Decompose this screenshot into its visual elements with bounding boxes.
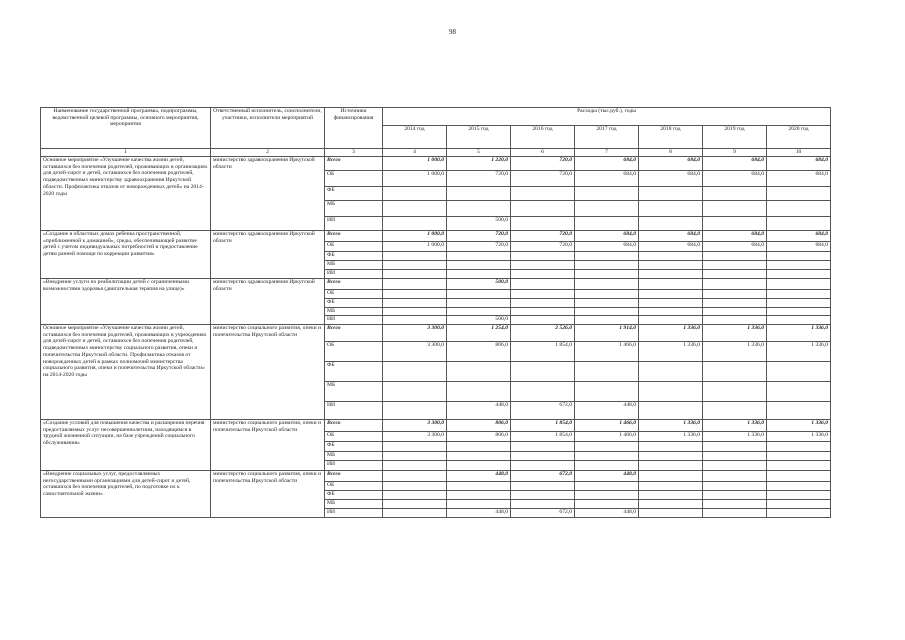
- expense-value: [767, 362, 831, 382]
- funding-source: ОБ: [325, 290, 383, 299]
- expense-value: 684,0: [575, 242, 639, 252]
- expense-value: 684,0: [639, 171, 703, 187]
- expense-value: [703, 217, 767, 231]
- expense-value: [703, 382, 767, 402]
- funding-source: МБ: [325, 452, 383, 461]
- expense-value: [703, 442, 767, 452]
- expense-value: 720,0: [447, 242, 511, 252]
- expense-value: [383, 187, 447, 201]
- expense-value: [639, 402, 703, 420]
- expense-value: [575, 252, 639, 261]
- expense-value: [639, 279, 703, 290]
- expense-value: [383, 471, 447, 482]
- funding-source: Всего: [325, 325, 383, 342]
- expense-value: [703, 201, 767, 217]
- expense-value: [767, 270, 831, 279]
- expense-value: [639, 382, 703, 402]
- expense-value: [767, 316, 831, 325]
- expense-value: 500,0: [447, 279, 511, 290]
- expense-value: 448,0: [447, 402, 511, 420]
- funding-source: МБ: [325, 382, 383, 402]
- funding-source: МБ: [325, 308, 383, 316]
- column-number: 9: [703, 149, 767, 157]
- funding-source: МБ: [325, 261, 383, 270]
- header-program-name: Наименование государственной программы, подпрограммы, ведомственной целевой программы, основного мероприятия, мероприятия: [41, 108, 211, 149]
- column-number: 1: [41, 149, 211, 157]
- expense-value: [703, 270, 767, 279]
- expense-value: 448,0: [447, 509, 511, 518]
- expense-value: 684,0: [703, 171, 767, 187]
- expense-value: [383, 279, 447, 290]
- expense-value: [639, 261, 703, 270]
- expense-value: 3 300,0: [383, 325, 447, 342]
- expense-value: [447, 382, 511, 402]
- expense-value: [767, 279, 831, 290]
- expense-value: [639, 308, 703, 316]
- funding-source: ОБ: [325, 342, 383, 362]
- funding-source: Всего: [325, 471, 383, 482]
- expense-value: 1 466,0: [575, 420, 639, 432]
- expense-value: [511, 308, 575, 316]
- expense-value: 720,0: [511, 157, 575, 171]
- measure-name: «Создание условий для повышения качества и расширения перечня предоставляемых услуг несовершеннолетним, находящимся в трудной жизненной ситуации, на базе учреждений социального обслуживания»: [41, 420, 211, 471]
- expense-value: 448,0: [575, 509, 639, 518]
- expense-value: [703, 461, 767, 471]
- funding-source: ФБ: [325, 299, 383, 308]
- expense-value: 720,0: [447, 231, 511, 242]
- expense-value: [639, 500, 703, 509]
- column-number: 4: [383, 149, 447, 157]
- expense-value: 806,0: [447, 420, 511, 432]
- expense-value: [767, 442, 831, 452]
- funding-source: ФБ: [325, 442, 383, 452]
- expense-value: 1 336,0: [639, 432, 703, 442]
- funding-source: ИИ: [325, 509, 383, 518]
- expense-value: [383, 290, 447, 299]
- table-row: [41, 325, 831, 342]
- expense-value: 448,0: [447, 471, 511, 482]
- expense-value: 1 336,0: [767, 342, 831, 362]
- expense-value: 1 336,0: [703, 342, 767, 362]
- expense-value: [639, 187, 703, 201]
- expense-value: 672,0: [511, 471, 575, 482]
- expense-value: [639, 362, 703, 382]
- expense-value: [639, 509, 703, 518]
- expense-value: 684,0: [703, 242, 767, 252]
- expense-value: [511, 461, 575, 471]
- measure-name: Основное мероприятие «Улучшение качества жизни детей, оставшихся без попечения родителей, проживающих в организациях для детей-сирот и детей, оставшихся без попечения родителей, подведомственных министерству здравоохранения Иркутской области. Профилактика отказов от новорожденных детей» на 2014-2020 годы: [41, 157, 211, 231]
- expense-value: 720,0: [511, 242, 575, 252]
- expense-value: [575, 261, 639, 270]
- funding-source: ИИ: [325, 402, 383, 420]
- header-year: 2019 год: [703, 126, 767, 149]
- expense-value: [511, 362, 575, 382]
- expense-value: 1 336,0: [767, 420, 831, 432]
- expense-value: 672,0: [511, 402, 575, 420]
- expense-value: [639, 442, 703, 452]
- expense-value: 1 000,0: [383, 242, 447, 252]
- expense-value: [703, 290, 767, 299]
- expense-value: [383, 261, 447, 270]
- expense-value: [639, 290, 703, 299]
- expense-value: [767, 500, 831, 509]
- expense-value: 684,0: [767, 171, 831, 187]
- expense-value: [639, 482, 703, 491]
- expense-value: 1 000,0: [383, 171, 447, 187]
- expense-value: [575, 217, 639, 231]
- expense-value: [767, 217, 831, 231]
- expense-value: [511, 290, 575, 299]
- header-year: 2016 год: [511, 126, 575, 149]
- expense-value: [703, 316, 767, 325]
- expense-value: [575, 491, 639, 500]
- expense-value: [447, 482, 511, 491]
- expense-value: 1 220,0: [447, 157, 511, 171]
- expense-value: [703, 308, 767, 316]
- expense-value: 684,0: [575, 171, 639, 187]
- expenses-table: [40, 107, 831, 518]
- expense-value: 684,0: [639, 231, 703, 242]
- expense-value: [575, 201, 639, 217]
- funding-source: ФБ: [325, 187, 383, 201]
- funding-source: Всего: [325, 157, 383, 171]
- expense-value: [703, 509, 767, 518]
- expense-value: [575, 452, 639, 461]
- expense-value: [447, 201, 511, 217]
- table-row: [41, 471, 831, 482]
- expense-value: [383, 382, 447, 402]
- expense-value: [767, 482, 831, 491]
- expense-value: [383, 461, 447, 471]
- expense-value: [639, 299, 703, 308]
- expense-value: [767, 382, 831, 402]
- expense-value: [703, 471, 767, 482]
- expense-value: [383, 482, 447, 491]
- expense-value: 684,0: [767, 157, 831, 171]
- expense-value: 1 466,0: [575, 342, 639, 362]
- expense-value: [511, 201, 575, 217]
- expense-value: 720,0: [447, 171, 511, 187]
- expense-value: [639, 201, 703, 217]
- measure-executor: министерство здравоохранения Иркутской области: [211, 279, 325, 325]
- expense-value: [639, 491, 703, 500]
- expense-value: 1 336,0: [767, 432, 831, 442]
- funding-source: МБ: [325, 500, 383, 509]
- expense-value: [767, 299, 831, 308]
- expense-value: 500,0: [447, 316, 511, 325]
- funding-source: Всего: [325, 231, 383, 242]
- expense-value: [703, 299, 767, 308]
- expense-value: 684,0: [703, 231, 767, 242]
- expense-value: [383, 491, 447, 500]
- expense-value: 1 854,0: [511, 432, 575, 442]
- expense-value: [767, 187, 831, 201]
- measure-name: «Внедрение социальных услуг, предоставляемых негосударственными организациями для детей-сирот и детей, оставшихся без попечения родителей, по подготовке их к самостоятельной жизни»: [41, 471, 211, 518]
- expense-value: [639, 471, 703, 482]
- expense-value: [447, 261, 511, 270]
- expense-value: 1 854,0: [511, 420, 575, 432]
- expense-value: [703, 261, 767, 270]
- expense-value: 3 300,0: [383, 432, 447, 442]
- measure-executor: министерство социального развития, опеки и попечительства Иркутской области: [211, 420, 325, 471]
- expense-value: [575, 461, 639, 471]
- expense-value: [575, 362, 639, 382]
- expense-value: [703, 491, 767, 500]
- expense-value: 684,0: [575, 157, 639, 171]
- expense-value: [511, 500, 575, 509]
- expense-value: [767, 471, 831, 482]
- expense-value: [767, 252, 831, 261]
- expense-value: [511, 279, 575, 290]
- expense-value: [511, 442, 575, 452]
- expense-value: 684,0: [703, 157, 767, 171]
- expense-value: 684,0: [575, 231, 639, 242]
- expense-value: [447, 491, 511, 500]
- expense-value: [703, 187, 767, 201]
- expense-value: 500,0: [447, 217, 511, 231]
- expense-value: 684,0: [639, 157, 703, 171]
- expense-value: 2 526,0: [511, 325, 575, 342]
- expense-value: [447, 290, 511, 299]
- funding-source: ИИ: [325, 217, 383, 231]
- expense-value: [383, 217, 447, 231]
- expense-value: [575, 270, 639, 279]
- funding-source: Всего: [325, 420, 383, 432]
- expense-value: [511, 299, 575, 308]
- table-row: [41, 231, 831, 242]
- expense-value: [511, 316, 575, 325]
- header-year: 2014 год: [383, 126, 447, 149]
- column-number: 10: [767, 149, 831, 157]
- expense-value: [767, 308, 831, 316]
- expense-value: [703, 279, 767, 290]
- funding-source: ОБ: [325, 432, 383, 442]
- header-year: 2017 год: [575, 126, 639, 149]
- expense-value: [575, 308, 639, 316]
- expense-value: [383, 201, 447, 217]
- expense-value: [767, 201, 831, 217]
- header-year: 2015 год: [447, 126, 511, 149]
- funding-source: ОБ: [325, 171, 383, 187]
- expense-value: [447, 452, 511, 461]
- expense-value: [575, 316, 639, 325]
- expense-value: [383, 316, 447, 325]
- expense-value: 448,0: [575, 402, 639, 420]
- expense-value: [447, 187, 511, 201]
- expense-value: [767, 402, 831, 420]
- column-number: 6: [511, 149, 575, 157]
- expense-value: [703, 402, 767, 420]
- expense-value: [511, 491, 575, 500]
- table-row: [41, 279, 831, 290]
- expense-value: 684,0: [639, 242, 703, 252]
- expense-value: [639, 252, 703, 261]
- expense-value: 1 336,0: [639, 420, 703, 432]
- funding-source: Всего: [325, 279, 383, 290]
- expense-value: [447, 252, 511, 261]
- expense-value: 1 000,0: [383, 231, 447, 242]
- expense-value: [383, 252, 447, 261]
- column-number: 5: [447, 149, 511, 157]
- column-number: 3: [325, 149, 383, 157]
- table-row: [41, 157, 831, 171]
- expense-value: [639, 452, 703, 461]
- expense-value: [383, 270, 447, 279]
- expense-value: [447, 362, 511, 382]
- expense-value: [575, 382, 639, 402]
- expense-value: [447, 442, 511, 452]
- expense-value: [703, 362, 767, 382]
- expense-value: [703, 500, 767, 509]
- expense-value: [575, 442, 639, 452]
- expense-value: [511, 261, 575, 270]
- page-number: 98: [449, 28, 456, 36]
- expense-value: [383, 308, 447, 316]
- column-number: 8: [639, 149, 703, 157]
- measure-name: «Создание в областных домах ребенка пространственной, «приближенной к домашней», среды, обеспечивающей развитие детей с учетом индивидуальных потребностей и предоставление детям ранней помощи по коррекции развития»: [41, 231, 211, 279]
- expense-value: [575, 279, 639, 290]
- expense-value: [447, 299, 511, 308]
- expense-value: 684,0: [767, 231, 831, 242]
- expense-value: [447, 500, 511, 509]
- expense-value: [511, 482, 575, 491]
- column-number: 7: [575, 149, 639, 157]
- measure-name: Основное мероприятие «Улучшение качества жизни детей, оставшихся без попечения родителей, проживающих в учреждениях для детей-сирот и детей, оставшихся без попечения родителей, подведомственных министерству социального развития, опеки и попечительства Иркутской области. Профилактика отказов от новорожденных детей в рамках полномочий министерства социального развития, опеки и попечительства Иркутской области» на 2014-2020 годы: [41, 325, 211, 420]
- expense-value: [575, 299, 639, 308]
- expense-value: [447, 270, 511, 279]
- expense-value: [767, 261, 831, 270]
- measure-executor: министерство здравоохранения Иркутской области: [211, 231, 325, 279]
- table-row: [41, 420, 831, 432]
- expense-value: [639, 316, 703, 325]
- expense-value: 806,0: [447, 342, 511, 362]
- expense-value: [511, 270, 575, 279]
- header-year: 2020 год: [767, 126, 831, 149]
- expense-value: [383, 402, 447, 420]
- expense-value: 720,0: [511, 231, 575, 242]
- expense-value: 1 336,0: [703, 420, 767, 432]
- column-number: 2: [211, 149, 325, 157]
- measure-executor: министерство социального развития, опеки и попечительства Иркутской области: [211, 471, 325, 518]
- header-expenses: Расходы (тыс.руб.), годы: [383, 108, 831, 126]
- expense-value: [575, 187, 639, 201]
- expense-value: [767, 509, 831, 518]
- funding-source: ОБ: [325, 242, 383, 252]
- funding-source: ИИ: [325, 270, 383, 279]
- measure-executor: министерство здравоохранения Иркутской области: [211, 157, 325, 231]
- expense-value: 1 336,0: [639, 325, 703, 342]
- expense-value: 1 336,0: [639, 342, 703, 362]
- expense-value: [639, 461, 703, 471]
- expense-value: [703, 252, 767, 261]
- measure-name: «Внедрение услуги по реабилитации детей с ограниченными возможностями здоровья (двигательная терапия на улице)»: [41, 279, 211, 325]
- expense-value: 3 300,0: [383, 342, 447, 362]
- expense-value: 1 466,0: [575, 432, 639, 442]
- funding-source: ИИ: [325, 316, 383, 325]
- funding-source: ФБ: [325, 491, 383, 500]
- expense-value: 1 000,0: [383, 157, 447, 171]
- expense-value: [383, 362, 447, 382]
- expense-value: [383, 452, 447, 461]
- expense-value: [511, 452, 575, 461]
- expense-value: [703, 482, 767, 491]
- expense-value: [447, 308, 511, 316]
- expense-value: [511, 217, 575, 231]
- expense-value: [767, 290, 831, 299]
- header-year: 2018 год: [639, 126, 703, 149]
- expense-value: [575, 500, 639, 509]
- expense-value: 806,0: [447, 432, 511, 442]
- expense-value: 448,0: [575, 471, 639, 482]
- expense-value: 1 336,0: [703, 325, 767, 342]
- header-executor: Ответственный исполнитель, соисполнители, участники, исполнители мероприятий: [211, 108, 325, 149]
- expense-value: 1 336,0: [703, 432, 767, 442]
- measure-executor: министерство социального развития, опеки и попечительства Иркутской области: [211, 325, 325, 420]
- expense-value: [447, 461, 511, 471]
- expense-value: [383, 299, 447, 308]
- expense-value: [575, 290, 639, 299]
- header-funding-source: Источники финансирования: [325, 108, 383, 149]
- funding-source: ФБ: [325, 252, 383, 261]
- funding-source: МБ: [325, 201, 383, 217]
- expense-value: 1 254,0: [447, 325, 511, 342]
- expense-value: [383, 500, 447, 509]
- expense-value: 1 914,0: [575, 325, 639, 342]
- expense-value: [511, 252, 575, 261]
- expense-value: 672,0: [511, 509, 575, 518]
- expense-value: [575, 482, 639, 491]
- expense-value: [511, 187, 575, 201]
- expense-value: [767, 461, 831, 471]
- expense-value: [767, 491, 831, 500]
- expense-value: 684,0: [767, 242, 831, 252]
- expense-value: [639, 270, 703, 279]
- expense-value: [767, 452, 831, 461]
- expense-value: 720,0: [511, 171, 575, 187]
- expense-value: 1 336,0: [767, 325, 831, 342]
- funding-source: ИИ: [325, 461, 383, 471]
- expense-value: [383, 442, 447, 452]
- expense-value: [703, 452, 767, 461]
- expense-value: [511, 382, 575, 402]
- expense-value: [383, 509, 447, 518]
- expense-value: [639, 217, 703, 231]
- expense-value: 1 854,0: [511, 342, 575, 362]
- expense-value: 3 300,0: [383, 420, 447, 432]
- funding-source: ОБ: [325, 482, 383, 491]
- funding-source: ФБ: [325, 362, 383, 382]
